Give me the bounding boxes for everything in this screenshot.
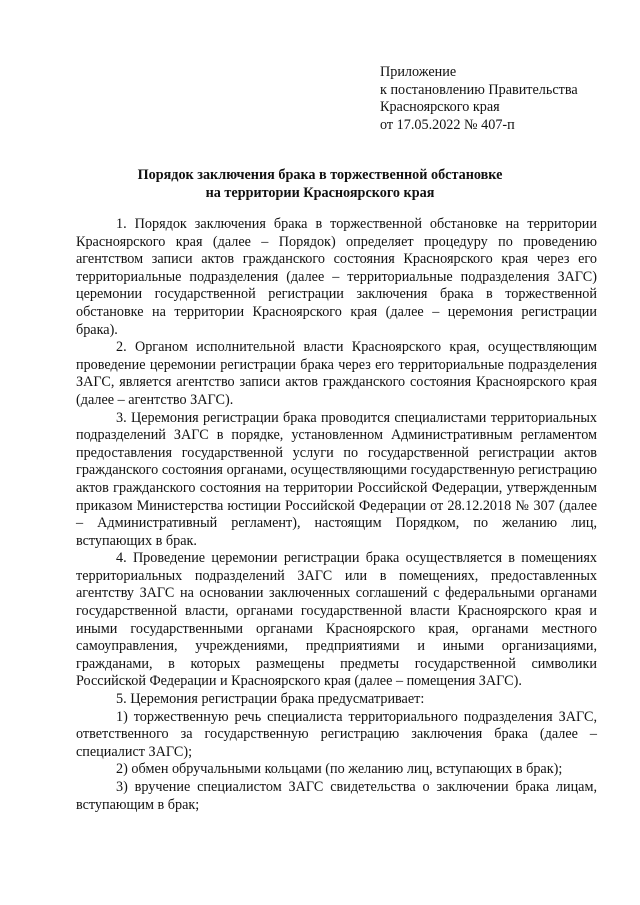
appendix-header [380, 64, 578, 134]
paragraph-1: 1. Порядок заключения брака в торжественной обстановке на территории Красноярского края (далее – Порядок) определяет процедуру по проведению агентством записи актов гражданского состояния Красноярского края через его территориальные подразделения (далее – территориальные подразделения ЗАГС) церемонии государственной регистрации заключения брака в торжественной обстановке на территории Красноярского края (далее – церемония регистрации брака). [76, 216, 597, 338]
appendix-line: к постановлению Правительства [380, 81, 578, 98]
paragraph-2: 2. Органом исполнительной власти Красноярского края, осуществляющим проведение церемонии регистрации брака через его территориальные подразделения ЗАГС, является агентство записи актов гражданского состояния Красноярского края (далее – агентство ЗАГС). [76, 339, 597, 408]
paragraph-3: 3. Церемония регистрации брака проводится специалистами территориальных подразделений ЗАГС в порядке, установленном Административным регламентом предоставления государственной услуги по государственной регистрации актов гражданского состояния органами, осуществляющими государственную регистрацию актов гражданского состояния на территории Российской Федерации, утвержденным приказом Министерства юстиции Российской Федерации от 28.12.2018 № 307 (далее – Административный регламент), настоящим Порядком, по желанию лиц, вступающих в брак. [76, 409, 597, 549]
title-line: на территории Красноярского края [205, 184, 435, 201]
paragraph-4: 4. Проведение церемонии регистрации брака осуществляется в помещениях территориальных подразделений ЗАГС или в помещениях, предоставленных агентству ЗАГС на основании заключенных соглашений с федеральными органами государственной власти, органами государственной власти Красноярского края и иными государственными органами Красноярского края, органами местного самоуправления, учреждениями, предприятиями и иными организациями, гражданами, в которых размещены предметы государственной символики Российской Федерации и Красноярского края (далее – помещения ЗАГС). [76, 550, 597, 690]
appendix-line: Приложение [380, 64, 457, 80]
title-line: Порядок заключения брака в торжественной обстановке [137, 167, 503, 183]
list-item-1: 1) торжественную речь специалиста территориального подразделения ЗАГС, ответственного за государственную регистрацию заключения брака (далее – специалист ЗАГС); [76, 708, 597, 760]
appendix-line: от 17.05.2022 № 407-п [380, 116, 515, 133]
list-item-2: 2) обмен обручальными кольцами (по желанию лиц, вступающих в брак); [116, 761, 563, 778]
appendix-line: Красноярского края [380, 99, 500, 116]
paragraph-5: 5. Церемония регистрации брака предусматривает: [116, 691, 425, 708]
document-title [70, 167, 570, 202]
list-item-3: 3) вручение специалистом ЗАГС свидетельства о заключении брака лицам, вступающим в брак; [76, 779, 597, 813]
document-body [76, 216, 597, 814]
